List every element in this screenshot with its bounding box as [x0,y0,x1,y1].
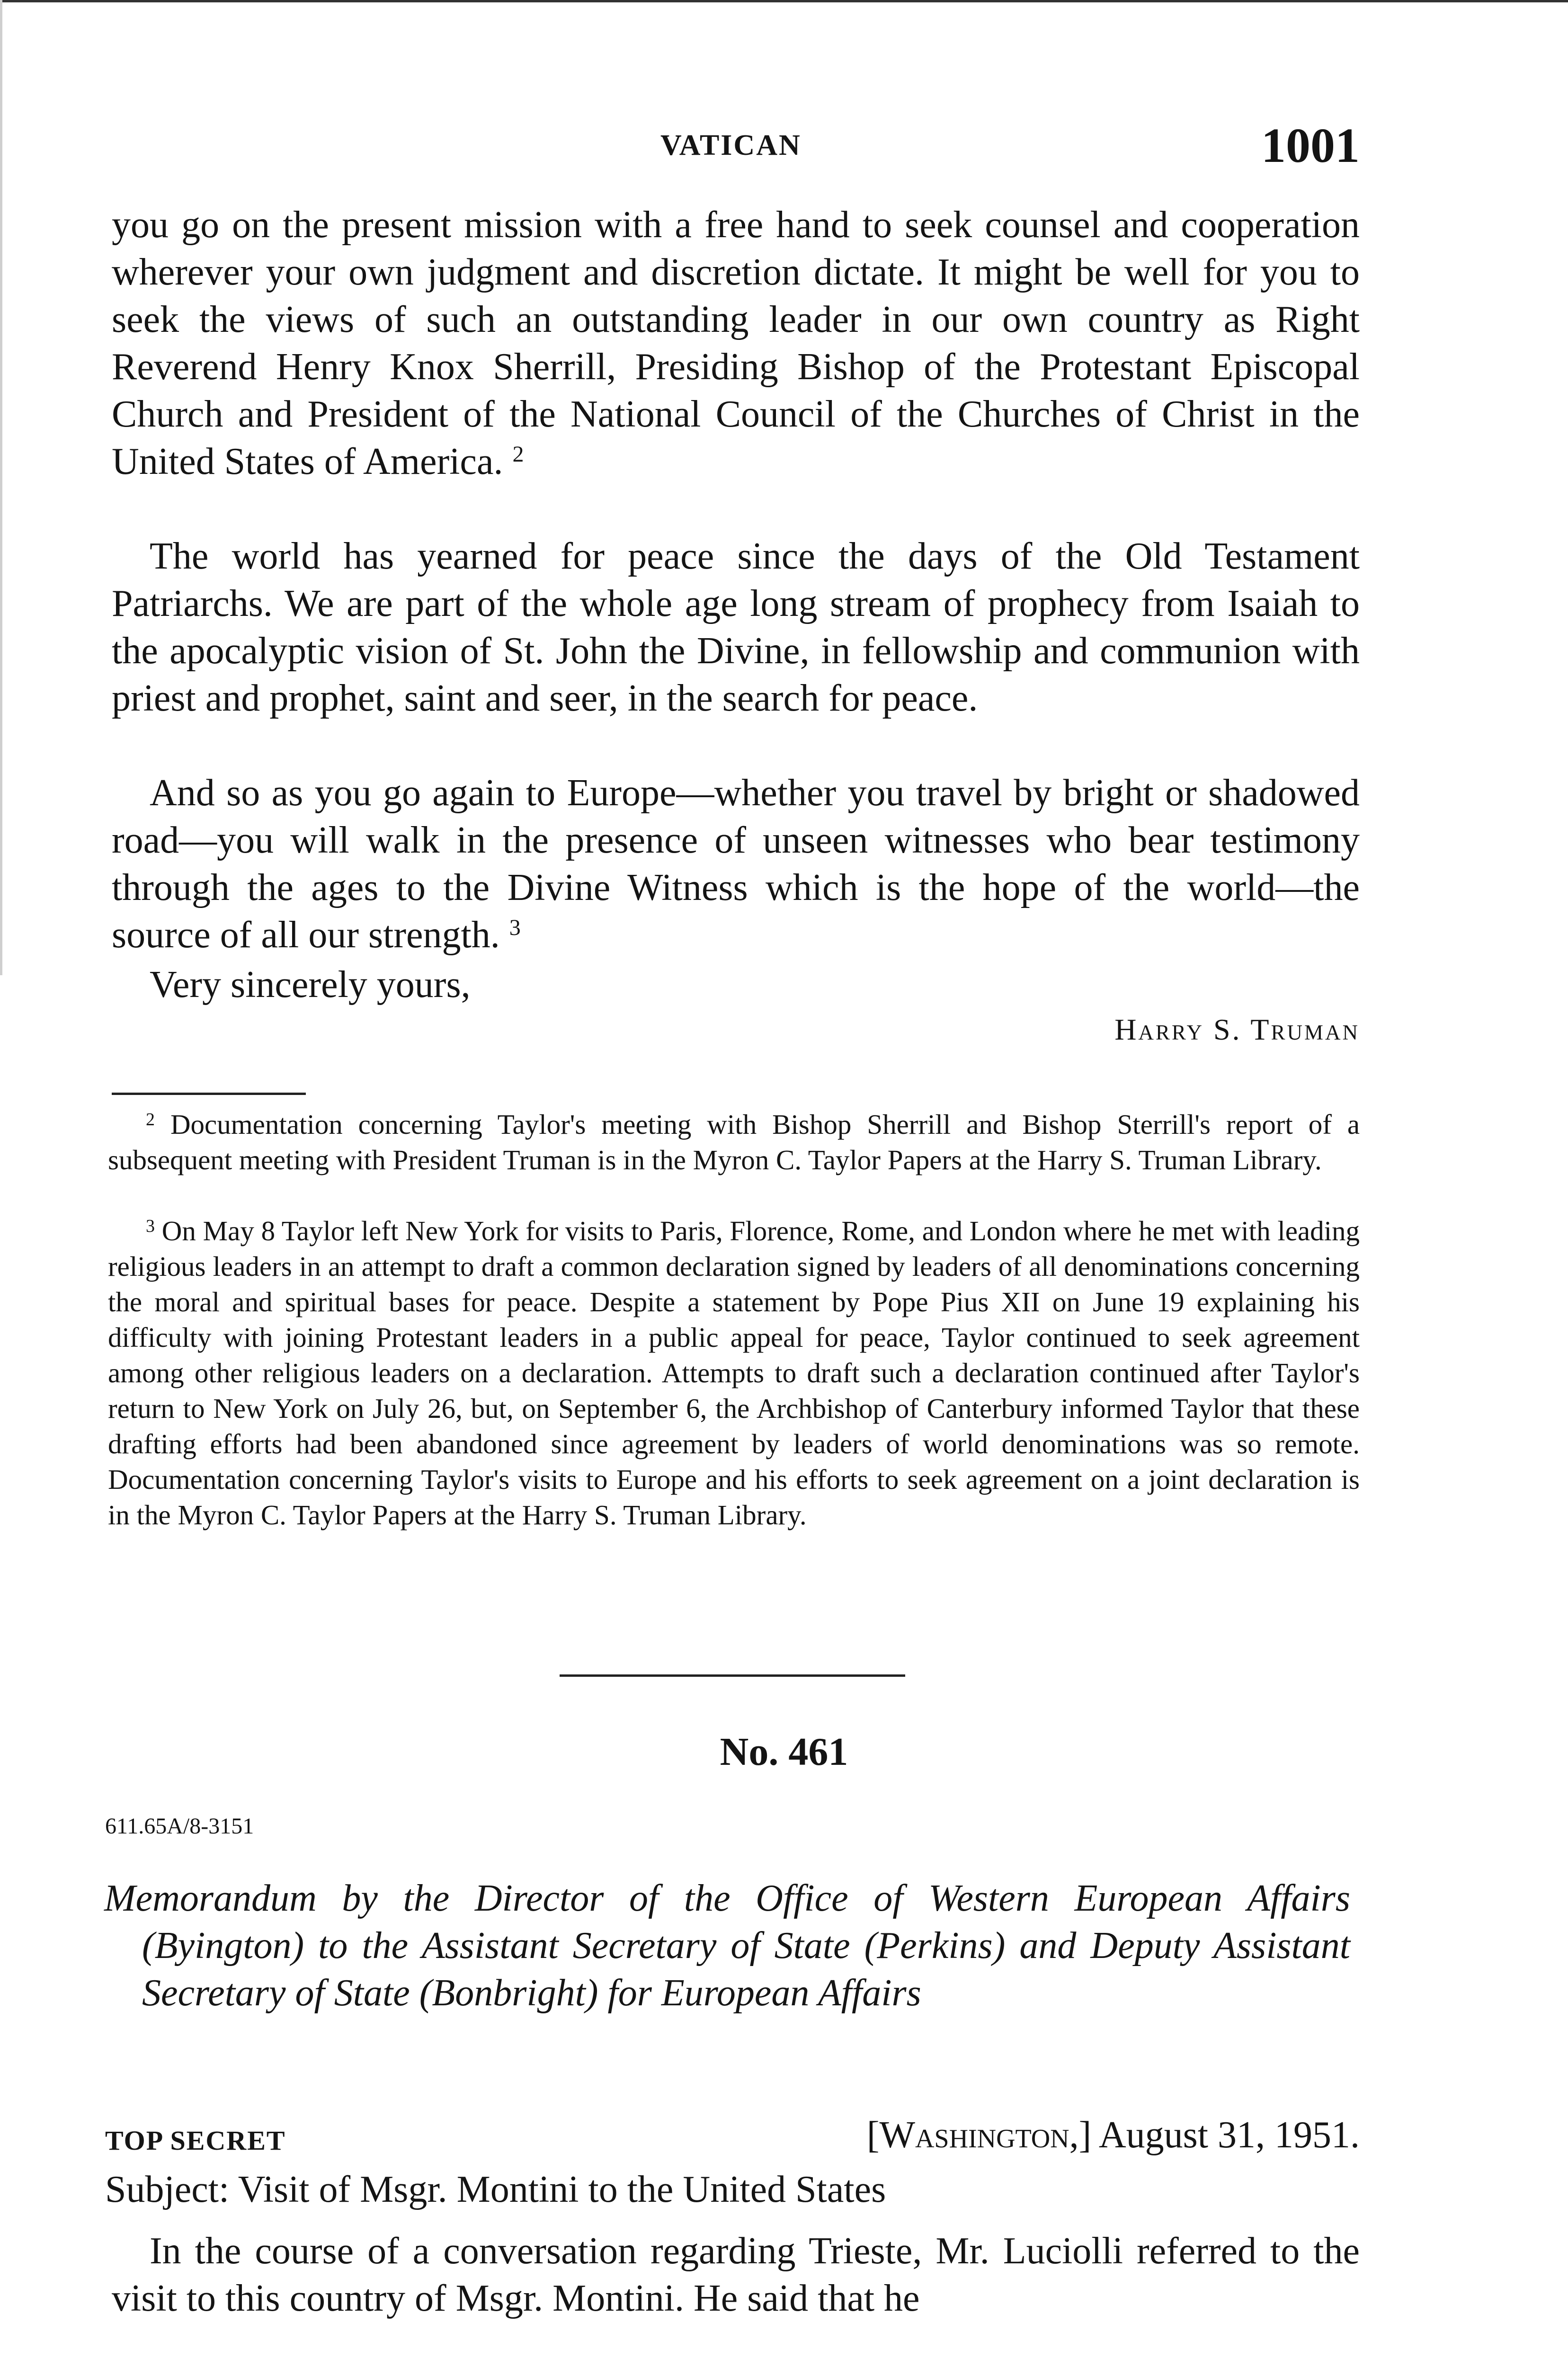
footnote-2-text: Documentation concerning Taylor's meeting with Bishop Sherrill and Bishop Sterrill's report of a subsequent meeting with President Truman is in the Myron C. Taylor Papers at the Harry S. Truman Library. [108,1109,1360,1175]
memo-opening-paragraph: In the course of a conversation regarding Trieste, Mr. Luciolli referred to the visit to this country of Msgr. Montini. He said that he [112,2230,1360,2319]
page-top-edge [0,0,1568,2]
running-head: VATICAN [660,129,802,161]
memorandum-title: Memorandum by the Director of the Office of Western European Affairs (Byington) to the Assistant Secretary of State (Perkins) and Deputy Assistant Secretary of State (Bonbright) for European Affairs [104,1878,1350,2014]
letter-paragraph-1 [112,201,1360,485]
letter-closing: Very sincerely yours, [150,964,471,1006]
subject-line: Subject: Visit of Msgr. Montini to the United States [105,2169,886,2210]
page-number: 1001 [1261,118,1360,173]
document-number: No. 461 [720,1730,848,1774]
dateline-date: August 31, 1951. [1098,2114,1360,2156]
footnote-rule [112,1093,306,1095]
footnote-ref-2: 2 [512,442,524,467]
footnote-3 [108,1213,1360,1533]
footnote-3-marker: 3 [146,1216,155,1236]
page-left-edge [0,0,2,975]
file-number: 611.65A/8-3151 [105,1814,254,1839]
letter-paragraph-3 [112,769,1360,959]
letter-signature: Harry S. Truman [1114,1013,1360,1046]
dateline [867,2114,1360,2157]
letter-paragraph-3-text: And so as you go again to Europe—whether you travel by bright or shadowed road—you will walk in the presence of unseen witnesses who bear testimony through the ages to the Divine Witness which is the hope of the world—the source of all our strength. [112,772,1360,956]
classification-label: TOP SECRET [105,2125,286,2156]
section-divider [560,1674,905,1677]
footnote-2-marker: 2 [146,1110,155,1130]
footnote-3-text: On May 8 Taylor left New York for visits to Paris, Florence, Rome, and London where he met with leading religious leaders in an attempt to draft a common declaration signed by leaders of all denominations concerning the moral and spiritual bases for peace. Despite a statement by Pope Pius XII on June 19 explaining his difficulty with joining Protestant leaders in a public appeal for peace, Taylor continued to seek agreement among other religious leaders on a declaration. Attempts to draft such a declaration continued after Taylor's return to New York on July 26, but, on September 6, the Archbishop of Canterbury informed Taylor that these drafting efforts had been abandoned since agreement by leaders of world denominations was so remote. Documentation concerning Taylor's visits to Europe and his efforts to seek agreement on a joint declaration is in the Myron C. Taylor Papers at the Harry S. Truman Library. [108,1215,1360,1531]
footnote-2 [108,1107,1360,1178]
footnote-ref-3: 3 [509,915,521,940]
letter-paragraph-2: The world has yearned for peace since the days of the Old Testament Patriarchs. We are part of the whole age long stream of prophecy from Isaiah to the apocalyptic vision of St. John the Divine, in fellowship and communion with priest and prophet, saint and seer, in the search for peace. [112,535,1360,719]
letter-paragraph-1-text: you go on the present mission with a free hand to seek counsel and cooperation wherever your own judgment and discretion dictate. It might be well for you to seek the views of such an outstanding leader in our own country as Right Reverend Henry Knox Sherrill, Presiding Bishop of the Protestant Episcopal Church and President of the National Council of the Churches of Christ in the United States of America. [112,204,1360,482]
dateline-place: [Washington,] [866,2114,1092,2156]
